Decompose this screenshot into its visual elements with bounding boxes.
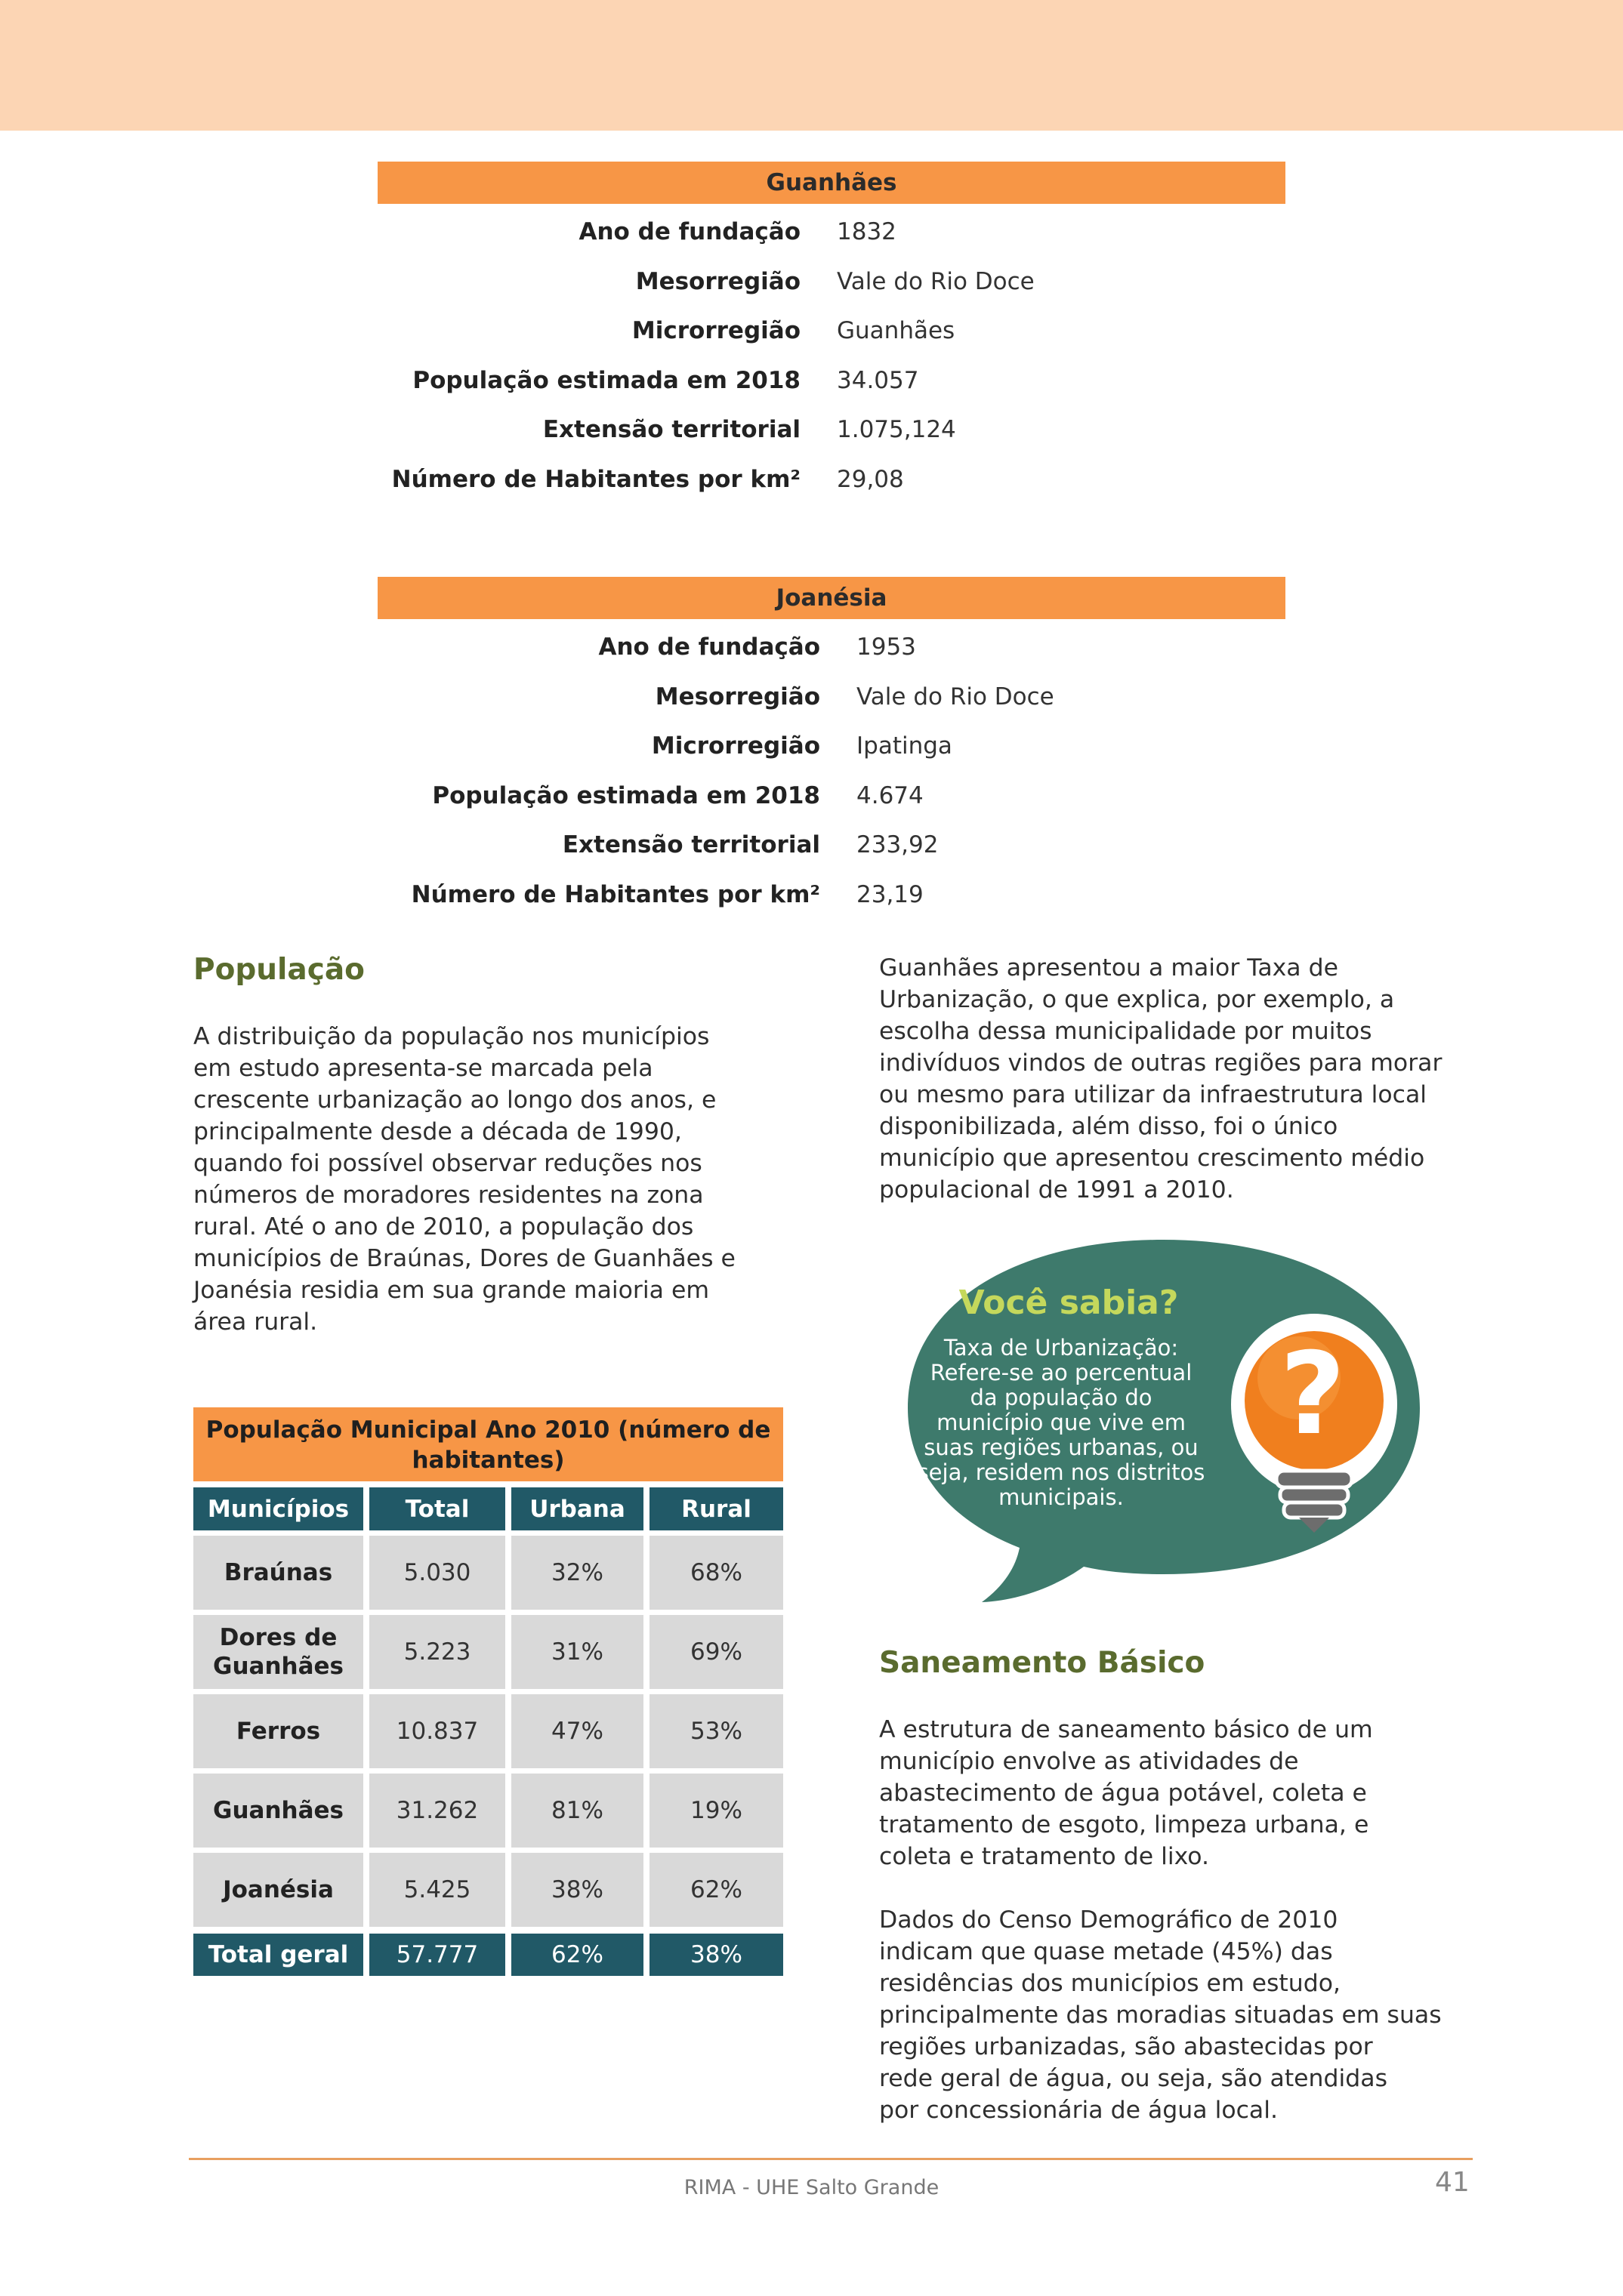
joanesia-label: População estimada em 2018 (432, 781, 820, 809)
text-line: ou mesmo para utilizar da infraestrutura local (879, 1081, 1427, 1108)
pop-table-header: Total (369, 1487, 505, 1530)
pop-table-cell: 62% (650, 1853, 783, 1927)
guanhaes-value: 34.057 (837, 366, 919, 394)
text-line: residências dos municípios em estudo, (879, 1970, 1341, 1997)
text-line: abastecimento de água potável, coleta e (879, 1780, 1367, 1807)
pop-table-header: Rural (650, 1487, 783, 1530)
saneamento-paragraph-2 (879, 1904, 1483, 2126)
pop-table-cell: 5.030 (369, 1536, 505, 1610)
voce-sabia-callout (891, 1231, 1435, 1608)
text-line: principalmente desde a década de 1990, (193, 1118, 682, 1145)
text-line: Guanhães apresentou a maior Taxa de (879, 954, 1338, 982)
pop-table-municipio: Dores de Guanhães (193, 1615, 363, 1689)
joanesia-label: Mesorregião (655, 683, 820, 710)
text-line: coleta e tratamento de lixo. (879, 1843, 1210, 1870)
pop-table-municipio: Braúnas (193, 1536, 363, 1610)
text-line: por concessionária de água local. (879, 2097, 1278, 2124)
text-line: municípios de Braúnas, Dores de Guanhães e (193, 1245, 736, 1272)
pop-table-cell: 38% (511, 1853, 643, 1927)
text-line: indivíduos vindos de outras regiões para morar (879, 1049, 1442, 1077)
footer-divider (189, 2158, 1473, 2160)
guanhaes-label: População estimada em 2018 (412, 366, 801, 394)
pop-table-cell: 69% (650, 1615, 783, 1689)
guanhaes-label: Mesorregião (635, 267, 801, 295)
text-line: disponibilizada, além disso, foi o único (879, 1113, 1338, 1140)
joanesia-value: 23,19 (856, 880, 924, 908)
page-number: 41 (1435, 2167, 1470, 2198)
pop-table-municipio: Ferros (193, 1694, 363, 1768)
pop-table-municipio: Joanésia (193, 1853, 363, 1927)
guanhaes-value: 1832 (837, 218, 896, 245)
saneamento-paragraph-1 (879, 1714, 1483, 1872)
callout-line: município que vive em (936, 1410, 1186, 1435)
pop-table-header: Municípios (193, 1487, 363, 1530)
text-line: em estudo apresenta-se marcada pela (193, 1055, 653, 1082)
callout-line: municipais. (998, 1484, 1124, 1510)
guanhaes-label: Número de Habitantes por km² (391, 465, 801, 493)
text-line: tratamento de esgoto, limpeza urbana, e (879, 1811, 1369, 1838)
pop-table-cell: 5.425 (369, 1853, 505, 1927)
callout-text (918, 1335, 1205, 1510)
pop-table-cell: 31.262 (369, 1774, 505, 1848)
guanhaes-value: 29,08 (837, 465, 904, 493)
pop-table-cell: 19% (650, 1774, 783, 1848)
text-line: A estrutura de saneamento básico de um (879, 1716, 1373, 1743)
text-line: Joanésia residia em sua grande maioria em (193, 1277, 710, 1304)
text-line: números de moradores residentes na zona (193, 1182, 704, 1209)
joanesia-value: 4.674 (856, 781, 924, 809)
pop-table-cell: 31% (511, 1615, 643, 1689)
pop-table-cell: 5.223 (369, 1615, 505, 1689)
pop-table-title-line2: habitantes) (412, 1447, 565, 1474)
joanesia-label: Extensão territorial (562, 831, 820, 858)
callout-title: Você sabia? (958, 1284, 1179, 1322)
callout-line: suas regiões urbanas, ou (924, 1435, 1199, 1460)
guanhaes-table-title: Guanhães (378, 162, 1285, 204)
pop-table-title (193, 1407, 783, 1481)
joanesia-label: Ano de fundação (598, 633, 820, 661)
guanhaes-label: Microrregião (631, 317, 801, 344)
text-line: município que apresentou crescimento médio (879, 1145, 1425, 1172)
pop-table-cell: 53% (650, 1694, 783, 1768)
pop-table-title-line1: População Municipal Ano 2010 (número de (205, 1416, 771, 1444)
joanesia-label: Microrregião (651, 732, 820, 760)
text-line: rede geral de água, ou seja, são atendidas (879, 2065, 1387, 2092)
guanhaes-label: Extensão territorial (542, 416, 801, 443)
populacao-heading: População (193, 953, 365, 987)
guanhaes-value: Guanhães (837, 317, 955, 344)
saneamento-heading: Saneamento Básico (879, 1646, 1205, 1680)
text-line: rural. Até o ano de 2010, a população dos (193, 1213, 694, 1240)
guanhaes-label: Ano de fundação (579, 218, 801, 245)
text-line: regiões urbanizadas, são abastecidas por (879, 2033, 1373, 2060)
pop-table-total-cell: Total geral (193, 1934, 363, 1976)
guanhaes-value: Vale do Rio Doce (837, 267, 1035, 295)
text-line: crescente urbanização ao longo dos anos, e (193, 1086, 717, 1114)
text-line: quando foi possível observar reduções nos (193, 1150, 702, 1177)
text-line: Urbanização, o que explica, por exemplo, a (879, 986, 1395, 1013)
callout-line: da população do (970, 1385, 1152, 1410)
pop-table-cell: 81% (511, 1774, 643, 1848)
joanesia-value: 233,92 (856, 831, 939, 858)
pop-table-cell: 47% (511, 1694, 643, 1768)
footer-text: RIMA - UHE Salto Grande (683, 2176, 940, 2199)
svg-text:?: ? (1279, 1329, 1346, 1460)
pop-table-municipio: Guanhães (193, 1774, 363, 1848)
text-line: A distribuição da população nos municípios (193, 1023, 710, 1050)
callout-line: Taxa de Urbanização: (943, 1335, 1179, 1361)
text-line: principalmente das moradias situadas em suas (879, 2002, 1442, 2029)
joanesia-table-title: Joanésia (378, 577, 1285, 619)
pop-table-cell: 32% (511, 1536, 643, 1610)
guanhaes-value: 1.075,124 (837, 416, 956, 443)
pop-table-total-cell: 57.777 (369, 1934, 505, 1976)
pop-table-cell: 10.837 (369, 1694, 505, 1768)
text-line: populacional de 1991 a 2010. (879, 1176, 1234, 1203)
pop-table-cell: 68% (650, 1536, 783, 1610)
joanesia-label: Número de Habitantes por km² (411, 880, 820, 908)
text-line: indicam que quase metade (45%) das (879, 1938, 1333, 1965)
joanesia-value: Vale do Rio Doce (856, 683, 1054, 710)
text-line: área rural. (193, 1308, 318, 1336)
text-line: escolha dessa municipalidade por muitos (879, 1018, 1372, 1045)
pop-table-header: Urbana (511, 1487, 643, 1530)
populacao-paragraph (193, 1021, 798, 1338)
callout-line: seja, residem nos distritos (917, 1459, 1205, 1485)
pop-table-total-cell: 38% (650, 1934, 783, 1976)
pop-table-total-cell: 62% (511, 1934, 643, 1976)
text-line: município envolve as atividades de (879, 1748, 1299, 1775)
guanhaes-urbanizacao-paragraph (879, 952, 1483, 1206)
top-band (0, 0, 1623, 131)
callout-line: Refere-se ao percentual (930, 1360, 1193, 1385)
joanesia-value: Ipatinga (856, 732, 952, 760)
text-line: Dados do Censo Demográfico de 2010 (879, 1906, 1338, 1934)
joanesia-value: 1953 (856, 633, 916, 661)
